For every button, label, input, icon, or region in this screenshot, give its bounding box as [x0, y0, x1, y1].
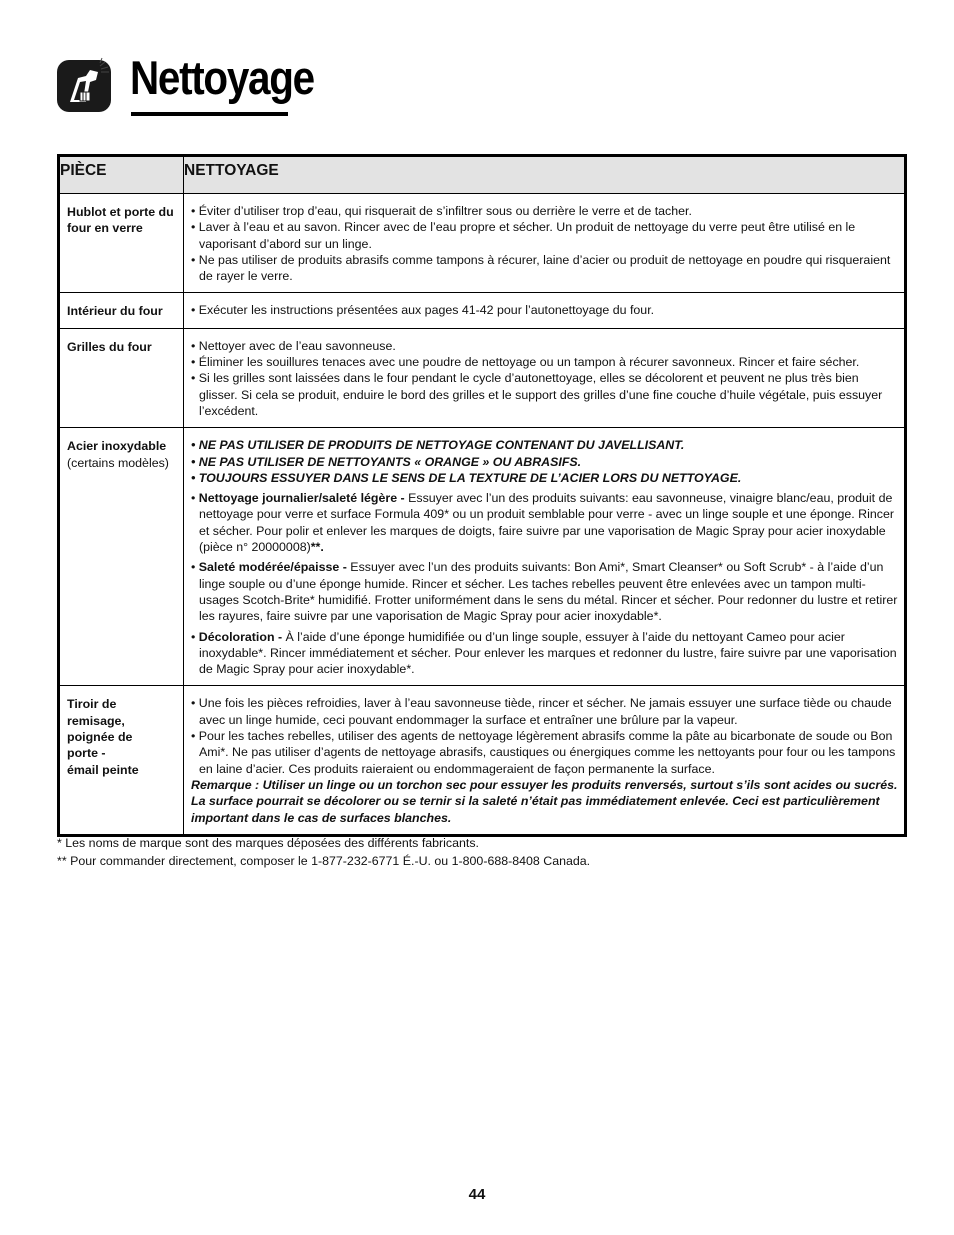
instruction-item: • Éliminer les souillures tenaces avec une poudre de nettoyage ou un tampon à récurer savonneux. Rincer et faire sécher. — [191, 355, 860, 370]
cleaning-spray-icon — [56, 56, 114, 114]
cleaning-cell — [184, 293, 906, 328]
table-row — [59, 686, 906, 835]
cleaning-table — [57, 154, 907, 837]
instruction-item: • Exécuter les instructions présentées aux pages 41-42 pour l’autonettoyage du four. — [191, 303, 655, 318]
instruction-label: Nettoyage journalier/saleté légère - — [198, 491, 405, 506]
page-header — [56, 51, 314, 118]
piece-cell — [59, 194, 184, 293]
instruction-footnote-mark: *. — [653, 609, 662, 624]
piece-name-line: porte - — [67, 746, 106, 761]
instruction-item: • Si les grilles sont laissées dans le four pendant le cycle d’autonettoyage, elles se décolorent et peuvent ne plus très bien glisser. Si cela se produit, enduire le bord des grilles et le support des grilles d’une fine couche d’huile végétale, puis essuyer l’excédent. — [191, 371, 883, 418]
instruction-item: • Laver à l’eau et au savon. Rincer avec de l’eau propre et sécher. Un produit de nettoyage du verre peut être utilisé en le vaporisant d’abord sur un linge. — [191, 220, 856, 251]
instruction-item — [191, 629, 900, 678]
warning-item: • NE PAS UTILISER DE NETTOYANTS « ORANGE » OU ABRASIFS. — [191, 454, 582, 469]
instruction-item: • Une fois les pièces refroidies, laver à l’eau savonneuse tiède, rincer et sécher. Ne jamais essuyer une surface tiède ou chaude avec un linge humide, ceci pouvant endommager la surface et entraîner une brûlure par la vapeur. — [191, 696, 892, 727]
table-header-row — [59, 156, 906, 194]
piece-name: Grilles du four — [67, 339, 152, 354]
piece-subtitle: (certains modèles) — [67, 455, 169, 470]
page-number: 44 — [468, 1186, 486, 1203]
instruction-label: Saleté modérée/épaisse - — [198, 560, 347, 575]
footnote: * Les noms de marque sont des marques déposées des différents fabricants. — [57, 836, 479, 850]
footnote: ** Pour commander directement, composer le 1-877-232-6771 É.-U. ou 1-800-688-8408 Canada. — [57, 854, 591, 868]
instruction-item: • Nettoyer avec de l’eau savonneuse. — [191, 338, 396, 353]
instruction-item — [191, 490, 900, 555]
cleaning-cell — [184, 328, 906, 427]
cleaning-cell — [184, 194, 906, 293]
warning-item: • TOUJOURS ESSUYER DANS LE SENS DE LA TEXTURE DE L’ACIER LORS DU NETTOYAGE. — [191, 470, 742, 485]
instruction-text: Essuyer avec l’un des produits suivants: eau savonneuse, vinaigre blanc/eau, produit de nettoyage pour verre et surface Formula 409* ou un produit semblable pour verre - avec un linge souple et une éponge. Rincer et sécher. Pour polir et enlever les marques de doigts, faire suivre par une vaporisation de Magic Spray pour acier inoxydable (pièce n° 20000008) — [199, 491, 894, 555]
table-row — [59, 328, 906, 427]
column-header-cleaning: NETTOYAGE — [184, 156, 906, 194]
piece-name: Intérieur du four — [67, 304, 163, 319]
title-underline — [131, 112, 288, 116]
piece-name-line: remisage, — [67, 713, 125, 728]
instruction-footnote-mark: **. — [310, 540, 324, 555]
column-header-piece: PIÈCE — [59, 156, 184, 194]
table-row — [59, 194, 906, 293]
instruction-label: Décoloration - — [198, 629, 283, 644]
piece-cell — [59, 428, 184, 686]
remark-note: Remarque : Utiliser un linge ou un torchon sec pour essuyer les produits renversés, surtout s’ils sont acides ou sucrés. La surface pourrait se décolorer ou se ternir si la saleté n’était pas immédiatement enlevée. Ceci est particulièrement important dans le cas de surfaces blanches. — [191, 777, 898, 825]
bullet: • — [191, 629, 199, 644]
piece-name: Acier inoxydable — [67, 439, 167, 454]
table-row — [59, 428, 906, 686]
cleaning-cell — [184, 686, 906, 835]
footnotes — [57, 834, 590, 870]
cleaning-cell — [184, 428, 906, 686]
warning-item: • NE PAS UTILISER DE PRODUITS DE NETTOYAGE CONTENANT DU JAVELLISANT. — [191, 438, 685, 453]
instruction-text: À l’aide d’une éponge humidifiée ou d’un linge souple, essuyer à l’aide du nettoyant Cameo pour acier inoxydable*. Rincer immédiatement et sécher. Pour enlever les marques et redonner du lustre, faire suivre par une vaporisation de Magic Spray pour acier inoxydable — [199, 629, 897, 677]
instruction-item: • Éviter d’utiliser trop d’eau, qui risquerait de s’infiltrer sous ou derrière le verre et de tacher. — [191, 204, 692, 218]
piece-name-line: Tiroir de — [67, 697, 117, 712]
page-title: Nettoyage — [130, 51, 314, 104]
bullet: • — [191, 491, 199, 506]
table-row — [59, 293, 906, 328]
instruction-item — [191, 559, 900, 624]
piece-cell — [59, 328, 184, 427]
piece-cell — [59, 293, 184, 328]
bullet: • — [191, 560, 199, 575]
piece-cell — [59, 686, 184, 835]
piece-name: Hublot et porte du four en verre — [67, 205, 174, 236]
instruction-footnote-mark: *. — [406, 662, 415, 677]
piece-name-line: émail peinte — [67, 762, 139, 777]
instruction-text: Essuyer avec l’un des produits suivants: Bon Ami*, Smart Cleanser* ou Soft Scrub* - à l’aide d’un linge souple ou d’une éponge humide. Rincer et sécher. Les taches rebelles peuvent être enlevées avec un tampon multi-usages Scotch-Brite* humidifié. Frotter uniformément dans le sens du métal. Rincer et sécher. Pour redonner du lustre et retirer les rayures, faire suivre par une vaporisation de Magic Spray pour acier inoxydable — [199, 560, 898, 624]
instruction-item: • Pour les taches rebelles, utiliser des agents de nettoyage légèrement abrasifs comme la pâte au bicarbonate de soude ou Bon Ami*. Ne pas utiliser d’agents de nettoyage abrasifs, caustiques ou énergiques comme les nettoyants pour four ou les tampons en laine d’acier. Ces produits raieraient ou endommageraient de façon permanente la surface. — [191, 729, 896, 776]
instruction-item: • Ne pas utiliser de produits abrasifs comme tampons à récurer, laine d’acier ou produit de nettoyage en poudre qui risqueraient de rayer le verre. — [191, 252, 891, 284]
piece-name-line: poignée de — [67, 730, 133, 745]
